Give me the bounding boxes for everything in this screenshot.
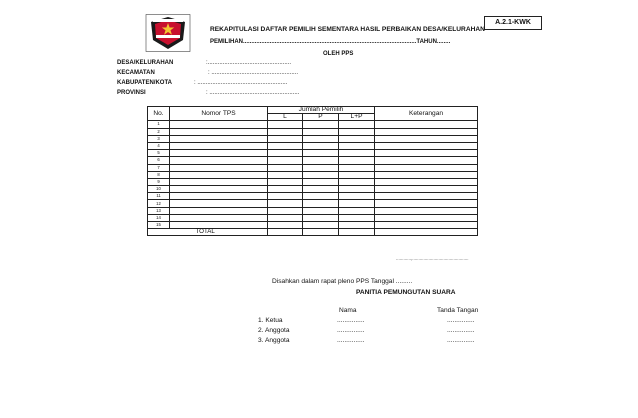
lp-cell[interactable] xyxy=(339,222,375,229)
row-number: 9 xyxy=(148,178,170,185)
row-number: 15 xyxy=(148,222,170,229)
tps-cell[interactable] xyxy=(170,128,268,135)
l-cell[interactable] xyxy=(268,200,303,207)
lp-cell[interactable] xyxy=(339,207,375,214)
lp-cell[interactable] xyxy=(339,157,375,164)
l-cell[interactable] xyxy=(268,121,303,128)
row-number: 2 xyxy=(148,128,170,135)
col-header-keterangan: Keterangan xyxy=(375,107,478,121)
l-cell[interactable] xyxy=(268,214,303,221)
p-cell[interactable] xyxy=(303,121,339,128)
table-row xyxy=(148,178,478,185)
keterangan-cell[interactable] xyxy=(375,150,478,157)
signature-role: 2. Anggota xyxy=(258,327,290,334)
keterangan-cell[interactable] xyxy=(375,121,478,128)
l-cell[interactable] xyxy=(268,186,303,193)
row-number: 13 xyxy=(148,207,170,214)
l-cell[interactable] xyxy=(268,150,303,157)
tps-cell[interactable] xyxy=(170,171,268,178)
col-header-jumlah: Jumlah Pemilih xyxy=(268,107,375,114)
p-cell[interactable] xyxy=(303,214,339,221)
keterangan-cell[interactable] xyxy=(375,157,478,164)
table-row xyxy=(148,186,478,193)
keterangan-cell[interactable] xyxy=(375,164,478,171)
keterangan-cell[interactable] xyxy=(375,142,478,149)
signature-name: ............... xyxy=(337,327,365,334)
p-cell[interactable] xyxy=(303,178,339,185)
p-cell[interactable] xyxy=(303,186,339,193)
tps-cell[interactable] xyxy=(170,150,268,157)
form-code-box: A.2.1-KWK xyxy=(484,16,542,30)
p-cell[interactable] xyxy=(303,135,339,142)
keterangan-cell[interactable] xyxy=(375,193,478,200)
region-value-kecamatan: : .................................................... xyxy=(208,70,299,76)
l-cell[interactable] xyxy=(268,142,303,149)
p-cell[interactable] xyxy=(303,150,339,157)
total-lp-cell[interactable] xyxy=(339,229,375,236)
table-row xyxy=(148,164,478,171)
lp-cell[interactable] xyxy=(339,164,375,171)
lp-cell[interactable] xyxy=(339,178,375,185)
l-cell[interactable] xyxy=(268,128,303,135)
table-row xyxy=(148,214,478,221)
approval-text: Disahkan dalam rapat pleno PPS Tanggal ......... xyxy=(272,278,413,285)
keterangan-cell[interactable] xyxy=(375,222,478,229)
tps-cell[interactable] xyxy=(170,207,268,214)
p-cell[interactable] xyxy=(303,128,339,135)
tps-cell[interactable] xyxy=(170,186,268,193)
tps-cell[interactable] xyxy=(170,214,268,221)
tps-cell[interactable] xyxy=(170,193,268,200)
table-row xyxy=(148,171,478,178)
signature-col-name: Nama xyxy=(339,307,357,314)
region-value-kabupaten: : ...................................................... xyxy=(194,80,288,86)
lp-cell[interactable] xyxy=(339,193,375,200)
p-cell[interactable] xyxy=(303,157,339,164)
table-row xyxy=(148,135,478,142)
tps-cell[interactable] xyxy=(170,142,268,149)
total-p-cell[interactable] xyxy=(303,229,339,236)
row-number: 5 xyxy=(148,150,170,157)
tps-cell[interactable] xyxy=(170,135,268,142)
l-cell[interactable] xyxy=(268,135,303,142)
tps-cell[interactable] xyxy=(170,178,268,185)
table-row xyxy=(148,193,478,200)
place-date-line: ............,............................................. xyxy=(396,256,469,261)
col-header-p: P xyxy=(303,114,339,121)
row-number: 6 xyxy=(148,157,170,164)
lp-cell[interactable] xyxy=(339,121,375,128)
region-value-desa: :.................................................. xyxy=(206,60,292,66)
region-label-desa: DESA/KELURAHAN xyxy=(117,60,174,66)
tps-cell[interactable] xyxy=(170,200,268,207)
committee-name: PANITIA PEMUNGUTAN SUARA xyxy=(356,289,456,296)
table-row xyxy=(148,157,478,164)
signature-role: 3. Anggota xyxy=(258,337,290,344)
table-row xyxy=(148,207,478,214)
l-cell[interactable] xyxy=(268,178,303,185)
total-ket-cell[interactable] xyxy=(375,229,478,236)
l-cell[interactable] xyxy=(268,193,303,200)
tps-cell[interactable] xyxy=(170,121,268,128)
doc-title: REKAPITULASI DAFTAR PEMILIH SEMENTARA HASIL PERBAIKAN DESA/KELURAHAN xyxy=(210,26,485,33)
row-number: 11 xyxy=(148,193,170,200)
row-number: 14 xyxy=(148,214,170,221)
l-cell[interactable] xyxy=(268,207,303,214)
l-cell[interactable] xyxy=(268,171,303,178)
col-header-lp: L+P xyxy=(339,114,375,121)
table-row xyxy=(148,150,478,157)
doc-title-line2: PEMILIHAN........................................................................................................TAHUN........ xyxy=(210,39,451,45)
p-cell[interactable] xyxy=(303,207,339,214)
lp-cell[interactable] xyxy=(339,135,375,142)
total-label: TOTAL xyxy=(170,229,268,236)
region-label-kecamatan: KECAMATAN xyxy=(117,70,155,76)
doc-title-line3: OLEH PPS xyxy=(323,51,354,57)
voter-recap-table xyxy=(147,106,478,236)
keterangan-cell[interactable] xyxy=(375,171,478,178)
region-value-provinsi: : ...................................................... xyxy=(206,90,300,96)
lp-cell[interactable] xyxy=(339,142,375,149)
lp-cell[interactable] xyxy=(339,214,375,221)
row-number: 8 xyxy=(148,171,170,178)
signature-sign: ............... xyxy=(447,317,475,324)
row-number: 7 xyxy=(148,164,170,171)
p-cell[interactable] xyxy=(303,222,339,229)
signature-sign: ............... xyxy=(447,337,475,344)
keterangan-cell[interactable] xyxy=(375,200,478,207)
table-header-row xyxy=(148,107,478,114)
keterangan-cell[interactable] xyxy=(375,128,478,135)
p-cell[interactable] xyxy=(303,193,339,200)
col-header-l: L xyxy=(268,114,303,121)
keterangan-cell[interactable] xyxy=(375,178,478,185)
keterangan-cell[interactable] xyxy=(375,207,478,214)
lp-cell[interactable] xyxy=(339,200,375,207)
table-row xyxy=(148,128,478,135)
signature-name: ............... xyxy=(337,337,365,344)
table-row xyxy=(148,200,478,207)
kpu-logo xyxy=(145,14,191,52)
table-row xyxy=(148,142,478,149)
signature-sign: ............... xyxy=(447,327,475,334)
p-cell[interactable] xyxy=(303,200,339,207)
l-cell[interactable] xyxy=(268,222,303,229)
keterangan-cell[interactable] xyxy=(375,135,478,142)
row-number: 12 xyxy=(148,200,170,207)
row-number: 3 xyxy=(148,135,170,142)
signature-name: ............... xyxy=(337,317,365,324)
table-total-row xyxy=(148,229,478,236)
p-cell[interactable] xyxy=(303,171,339,178)
tps-cell[interactable] xyxy=(170,157,268,164)
keterangan-cell[interactable] xyxy=(375,214,478,221)
p-cell[interactable] xyxy=(303,164,339,171)
row-number: 4 xyxy=(148,142,170,149)
l-cell[interactable] xyxy=(268,157,303,164)
lp-cell[interactable] xyxy=(339,186,375,193)
tps-cell[interactable] xyxy=(170,164,268,171)
col-header-tps: Nomor TPS xyxy=(170,107,268,121)
p-cell[interactable] xyxy=(303,142,339,149)
row-number: 1 xyxy=(148,121,170,128)
region-label-kabupaten: KABUPATEN/KOTA xyxy=(117,80,172,86)
lp-cell[interactable] xyxy=(339,171,375,178)
row-number: 10 xyxy=(148,186,170,193)
lp-cell[interactable] xyxy=(339,128,375,135)
l-cell[interactable] xyxy=(268,164,303,171)
tps-cell[interactable] xyxy=(170,222,268,229)
signature-role: 1. Ketua xyxy=(258,317,283,324)
total-l-cell[interactable] xyxy=(268,229,303,236)
col-header-no: No. xyxy=(148,107,170,121)
table-row xyxy=(148,121,478,128)
total-spacer xyxy=(148,229,170,236)
signature-col-sign: Tanda Tangan xyxy=(437,307,479,314)
lp-cell[interactable] xyxy=(339,150,375,157)
keterangan-cell[interactable] xyxy=(375,186,478,193)
region-label-provinsi: PROVINSI xyxy=(117,90,146,96)
